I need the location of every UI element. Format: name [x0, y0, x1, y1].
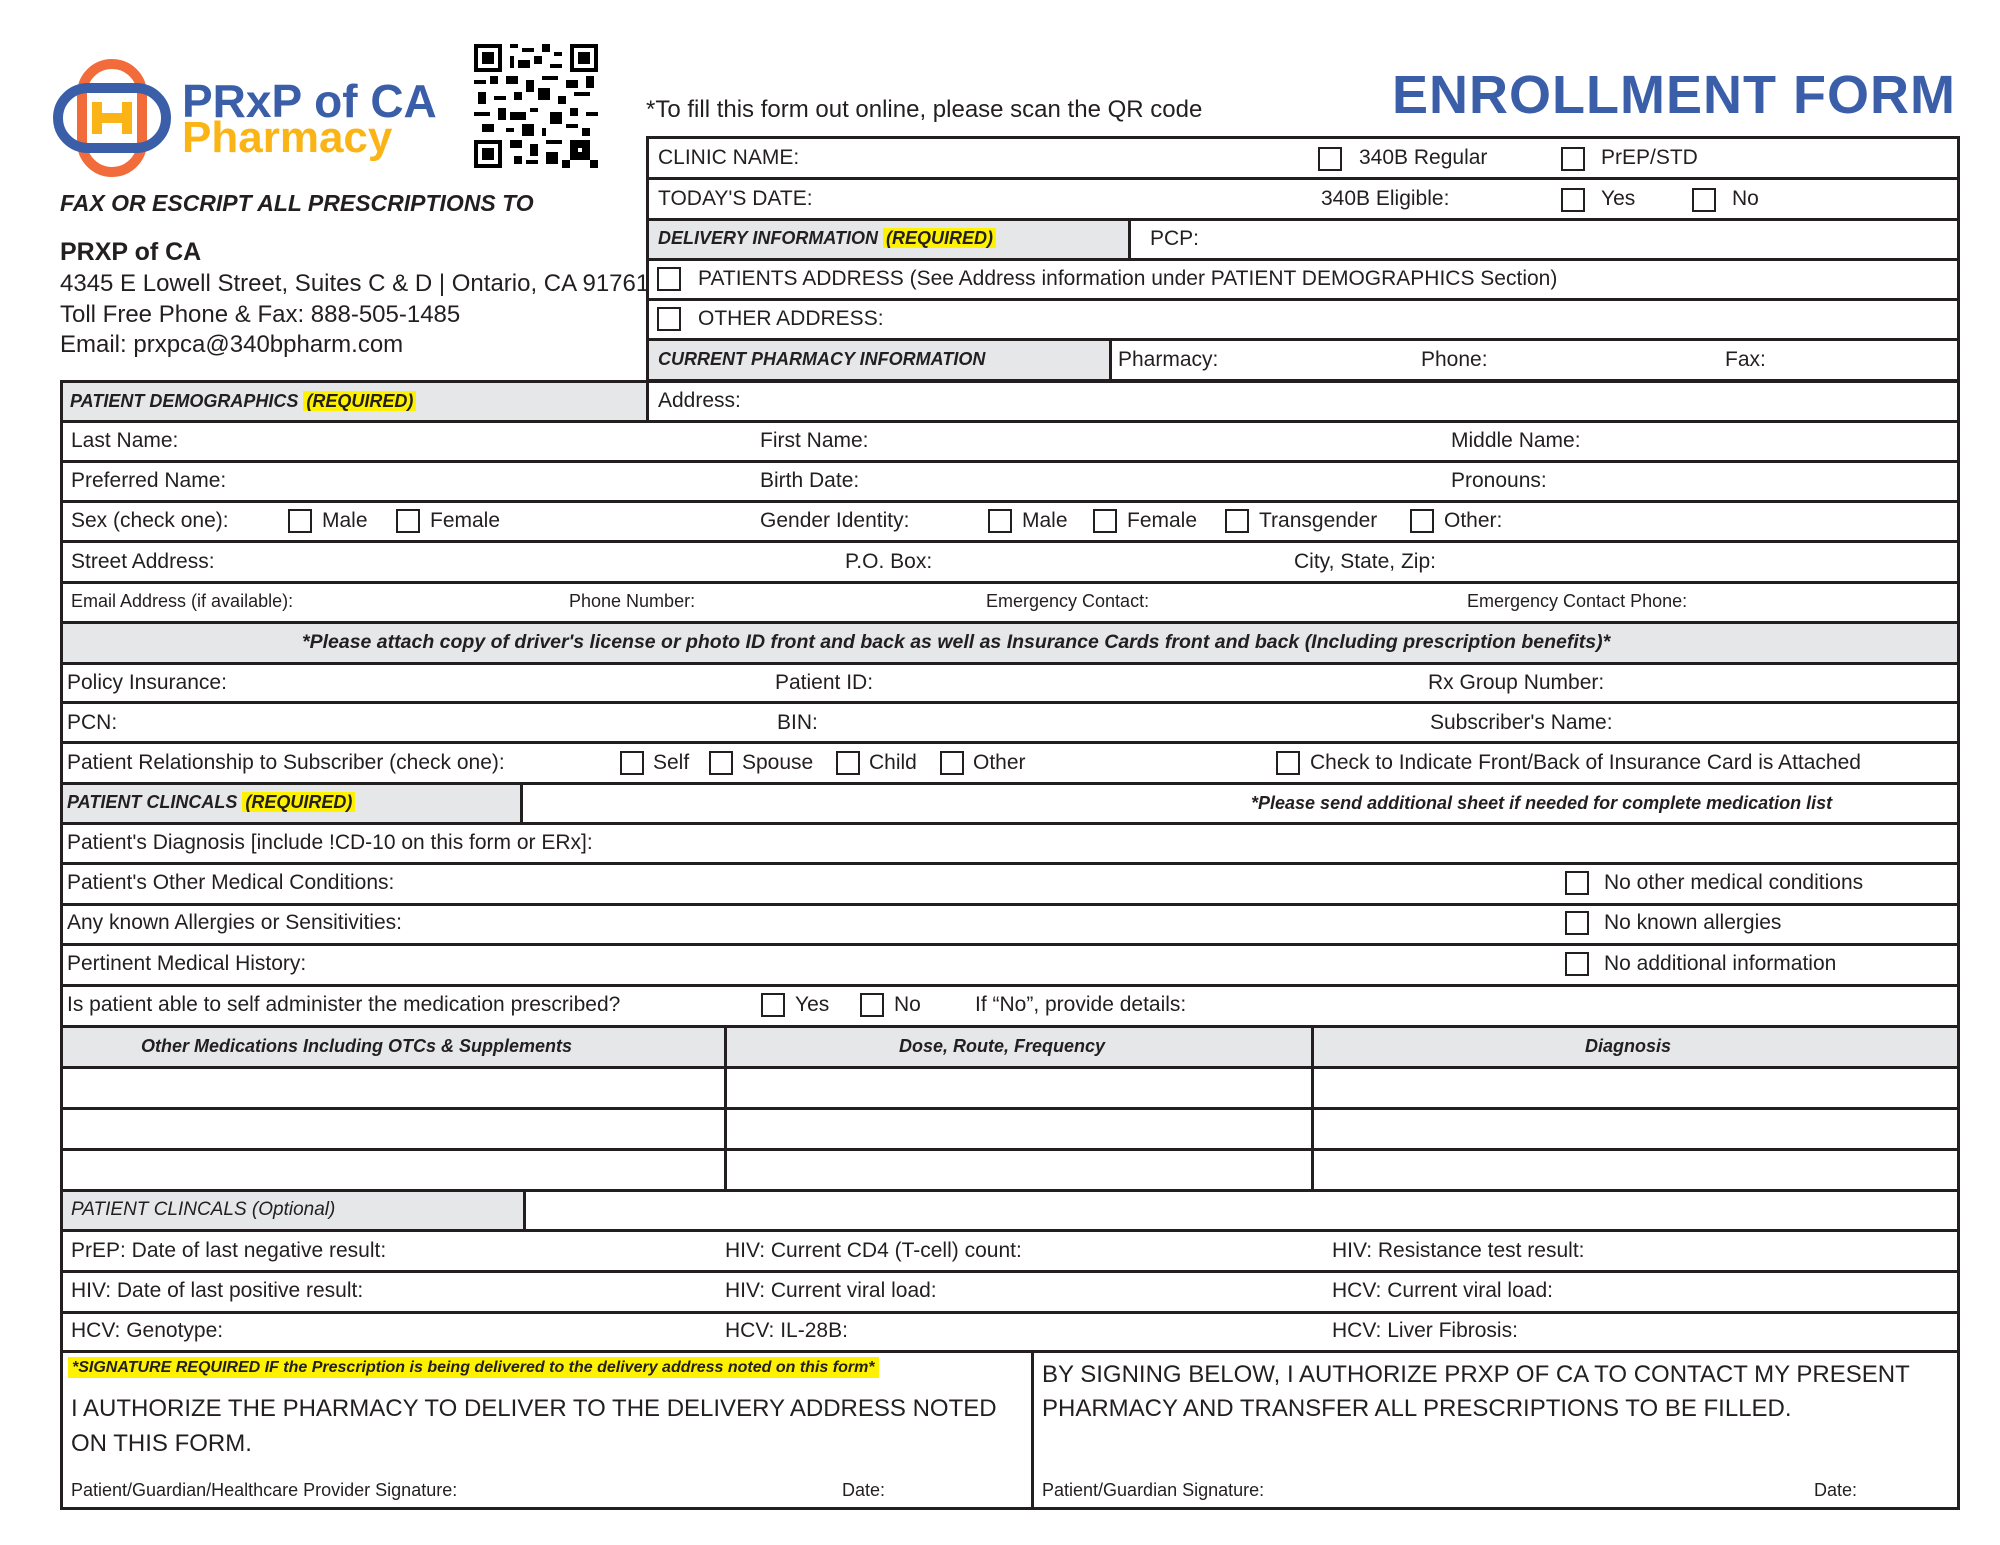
other-conditions-label: Patient's Other Medical Conditions: — [67, 871, 395, 894]
emergency-phone-label: Emergency Contact Phone: — [1467, 591, 1688, 611]
clinicals-heading-text: PATIENT CLINCALS — [67, 792, 238, 812]
pcn-label: PCN: — [67, 711, 118, 734]
form-title: ENROLLMENT FORM — [1392, 65, 1956, 125]
bin-label: BIN: — [777, 711, 818, 734]
self-admin-label: Is patient able to self administer the medication prescribed? — [67, 993, 621, 1016]
optional-heading: PATIENT CLINCALS (Optional) — [71, 1199, 336, 1220]
hiv-viral-label: HIV: Current viral load: — [725, 1279, 937, 1302]
po-box-label: P.O. Box: — [845, 550, 933, 573]
self-admin-no-label: No — [894, 993, 921, 1016]
pharmacy-label: Pharmacy: — [1118, 348, 1219, 371]
med-col-diagnosis: Diagnosis — [1585, 1036, 1672, 1056]
brand-logo-icon — [52, 58, 172, 178]
gi-female-checkbox[interactable] — [1093, 509, 1117, 533]
sex-label: Sex (check one): — [71, 509, 229, 532]
rel-spouse-checkbox[interactable] — [709, 751, 733, 775]
last-name-label: Last Name: — [71, 429, 179, 452]
gi-male-checkbox[interactable] — [988, 509, 1012, 533]
pcp-label: PCP: — [1150, 227, 1200, 250]
company-email: Email: prxpca@340bpharm.com — [60, 331, 404, 358]
brand-name: PRxP of CA — [182, 75, 437, 127]
attach-id-note: *Please attach copy of driver's license or photo ID front and back as well as Insurance Cards front and back (Including prescription benefits)* — [302, 631, 1611, 653]
gi-male-label: Male — [1022, 509, 1068, 532]
sex-male-label: Male — [322, 509, 368, 532]
no-allergies-checkbox[interactable] — [1565, 911, 1589, 935]
med-col-dose: Dose, Route, Frequency — [899, 1036, 1106, 1056]
email-label: Email Address (if available): — [71, 591, 294, 611]
card-attached-label: Check to Indicate Front/Back of Insurance Card is Attached — [1310, 751, 1861, 774]
pharmacy-heading: CURRENT PHARMACY INFORMATION — [658, 349, 986, 369]
self-admin-yes-checkbox[interactable] — [761, 993, 785, 1017]
gi-transgender-checkbox[interactable] — [1225, 509, 1249, 533]
pharmacy-phone-label: Phone: — [1421, 348, 1488, 371]
diagnosis-label: Patient's Diagnosis [include !CD-10 on this form or ERx]: — [67, 831, 593, 854]
additional-sheet-note: *Please send additional sheet if needed for complete medication list — [1251, 793, 1833, 813]
todays-date-label: TODAY'S DATE: — [658, 187, 813, 210]
340b-regular-checkbox[interactable] — [1318, 147, 1342, 171]
340b-regular-label: 340B Regular — [1359, 146, 1488, 169]
delivery-required-badge: (REQUIRED) — [883, 228, 996, 248]
authorize-delivery-line2: ON THIS FORM. — [71, 1430, 252, 1457]
eligible-no-checkbox[interactable] — [1692, 188, 1716, 212]
clinic-name-label: CLINIC NAME: — [658, 146, 800, 169]
eligible-no-label: No — [1732, 187, 1759, 210]
no-additional-info-checkbox[interactable] — [1565, 952, 1589, 976]
birth-date-label: Birth Date: — [760, 469, 860, 492]
relationship-label: Patient Relationship to Subscriber (check one): — [67, 751, 505, 774]
other-address-checkbox[interactable] — [657, 307, 681, 331]
prep-std-checkbox[interactable] — [1561, 147, 1585, 171]
patient-id-label: Patient ID: — [775, 671, 874, 694]
provider-date-label: Date: — [842, 1480, 886, 1500]
delivery-heading-text: DELIVERY INFORMATION — [658, 228, 879, 248]
prep-date-label: PrEP: Date of last negative result: — [71, 1239, 387, 1262]
rel-self-checkbox[interactable] — [620, 751, 644, 775]
hcv-fibrosis-label: HCV: Liver Fibrosis: — [1332, 1319, 1518, 1342]
policy-insurance-label: Policy Insurance: — [67, 671, 227, 694]
self-admin-no-checkbox[interactable] — [860, 993, 884, 1017]
eligible-yes-checkbox[interactable] — [1561, 188, 1585, 212]
signature-required-note — [68, 1360, 879, 1376]
company-name: PRXP of CA — [60, 238, 202, 266]
card-attached-checkbox[interactable] — [1276, 751, 1300, 775]
pharmacy-fax-label: Fax: — [1725, 348, 1766, 371]
self-admin-yes-label: Yes — [795, 993, 830, 1016]
company-phone: Toll Free Phone & Fax: 888-505-1485 — [60, 301, 461, 328]
preferred-name-label: Preferred Name: — [71, 469, 227, 492]
hiv-cd4-label: HIV: Current CD4 (T-cell) count: — [725, 1239, 1022, 1262]
authorize-delivery-line1: I AUTHORIZE THE PHARMACY TO DELIVER TO THE DELIVERY ADDRESS NOTED — [71, 1395, 997, 1422]
hcv-genotype-label: HCV: Genotype: — [71, 1319, 224, 1342]
brand-subname: Pharmacy — [182, 113, 393, 162]
hiv-positive-label: HIV: Date of last positive result: — [71, 1279, 364, 1302]
no-other-conditions-label: No other medical conditions — [1604, 871, 1864, 894]
rel-self-label: Self — [653, 751, 690, 774]
hiv-resistance-label: HIV: Resistance test result: — [1332, 1239, 1585, 1262]
rx-group-label: Rx Group Number: — [1428, 671, 1605, 694]
gi-female-label: Female — [1127, 509, 1198, 532]
authorize-transfer-line1: BY SIGNING BELOW, I AUTHORIZE PRXP OF CA TO CONTACT MY PRESENT — [1042, 1361, 1910, 1388]
demographics-heading-text: PATIENT DEMOGRAPHICS — [70, 391, 299, 411]
patients-address-label: PATIENTS ADDRESS (See Address information under PATIENT DEMOGRAPHICS Section) — [698, 267, 1558, 290]
gi-other-checkbox[interactable] — [1410, 509, 1434, 533]
sex-female-label: Female — [430, 509, 501, 532]
hcv-il28b-label: HCV: IL-28B: — [725, 1319, 848, 1342]
patients-address-checkbox[interactable] — [657, 267, 681, 291]
if-no-details-label: If “No”, provide details: — [975, 993, 1187, 1016]
medical-history-label: Pertinent Medical History: — [67, 952, 307, 975]
patient-date-label: Date: — [1814, 1480, 1858, 1500]
demographics-required-badge: (REQUIRED) — [303, 391, 416, 411]
no-additional-info-label: No additional information — [1604, 952, 1837, 975]
pronouns-label: Pronouns: — [1451, 469, 1547, 492]
patient-signature-label: Patient/Guardian Signature: — [1042, 1480, 1265, 1500]
street-address-label: Street Address: — [71, 550, 215, 573]
rel-child-label: Child — [869, 751, 917, 774]
demographics-heading — [70, 392, 416, 410]
rel-other-checkbox[interactable] — [940, 751, 964, 775]
clinicals-required-badge: (REQUIRED) — [242, 792, 355, 812]
sex-female-checkbox[interactable] — [396, 509, 420, 533]
phone-number-label: Phone Number: — [569, 591, 696, 611]
clinicals-heading — [67, 793, 355, 811]
eligible-yes-label: Yes — [1601, 187, 1636, 210]
first-name-label: First Name: — [760, 429, 869, 452]
gender-identity-label: Gender Identity: — [760, 509, 910, 532]
delivery-heading — [658, 229, 996, 247]
gi-transgender-label: Transgender — [1259, 509, 1378, 532]
provider-signature-label: Patient/Guardian/Healthcare Provider Signature: — [71, 1480, 458, 1500]
gi-other-label: Other: — [1444, 509, 1503, 532]
qr-code-icon — [474, 44, 598, 168]
rel-other-label: Other — [973, 751, 1026, 774]
city-state-zip-label: City, State, Zip: — [1294, 550, 1436, 573]
other-address-label: OTHER ADDRESS: — [698, 307, 884, 330]
company-address: 4345 E Lowell Street, Suites C & D | Ontario, CA 91761 — [60, 270, 650, 297]
no-other-conditions-checkbox[interactable] — [1565, 871, 1589, 895]
prep-std-label: PrEP/STD — [1601, 146, 1698, 169]
fax-heading: FAX OR ESCRIPT ALL PRESCRIPTIONS TO — [60, 190, 534, 216]
qr-note: *To fill this form out online, please scan the QR code — [646, 96, 1203, 123]
no-allergies-label: No known allergies — [1604, 911, 1782, 934]
rel-child-checkbox[interactable] — [836, 751, 860, 775]
emergency-contact-label: Emergency Contact: — [986, 591, 1150, 611]
sex-male-checkbox[interactable] — [288, 509, 312, 533]
signature-required-text: *SIGNATURE REQUIRED IF the Prescription is being delivered to the delivery address noted on this form* — [68, 1357, 879, 1378]
med-col-medications: Other Medications Including OTCs & Supplements — [141, 1036, 573, 1056]
hcv-viral-label: HCV: Current viral load: — [1332, 1279, 1553, 1302]
340b-eligible-label: 340B Eligible: — [1321, 187, 1450, 210]
subscriber-name-label: Subscriber's Name: — [1430, 711, 1613, 734]
rel-spouse-label: Spouse — [742, 751, 814, 774]
middle-name-label: Middle Name: — [1451, 429, 1581, 452]
allergies-label: Any known Allergies or Sensitivities: — [67, 911, 402, 934]
authorize-transfer-line2: PHARMACY AND TRANSFER ALL PRESCRIPTIONS TO BE FILLED. — [1042, 1395, 1792, 1422]
pharmacy-address-label: Address: — [658, 389, 741, 412]
